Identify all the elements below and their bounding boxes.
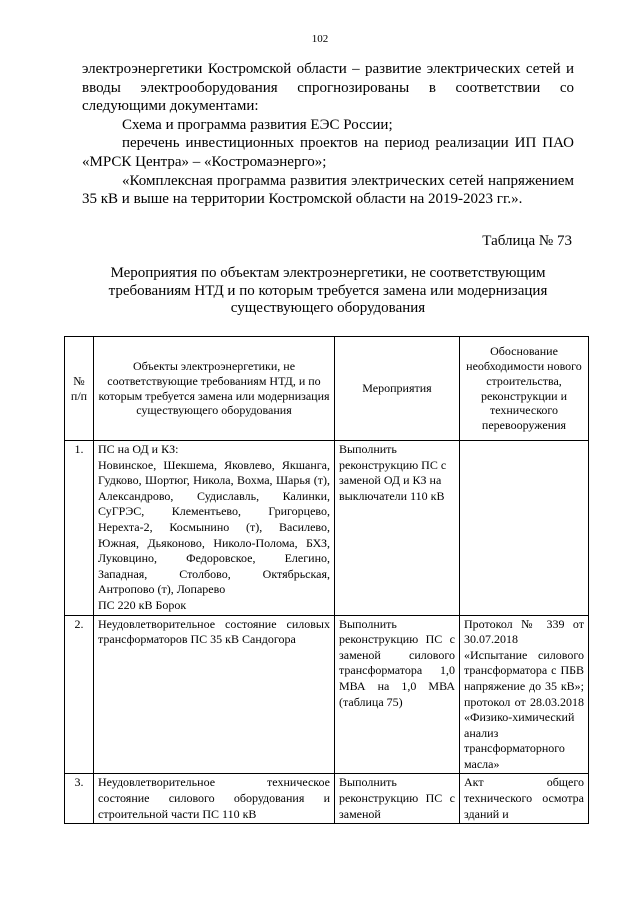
measures-table: [64, 336, 589, 824]
table-row: [65, 441, 589, 616]
row-object: Неудовлетворительное состояние силовых трансформаторов ПС 35 кВ Сандогора: [94, 615, 335, 774]
row-number: 2.: [65, 615, 94, 774]
row-number: 1.: [65, 441, 94, 616]
object-line: ПС 220 кВ Борок: [98, 597, 187, 612]
paragraph: Схема и программа развития ЕЭС России;: [122, 116, 393, 133]
row-number: 3.: [65, 774, 94, 824]
table-label: Таблица № 73: [482, 233, 572, 249]
table-header-row: [65, 337, 589, 441]
row-measure: Выполнить реконструкцию ПС с заменой: [335, 774, 460, 824]
header-object: Объекты электроэнергетики, не соответствующие требованиям НТД, и по которым требуется замена или модернизация существующего оборудования: [94, 337, 335, 441]
intro-text: [82, 60, 574, 209]
row-measure: Выполнить реконструкцию ПС с заменой ОД и КЗ на выключатели 110 кВ: [335, 441, 460, 616]
row-object: [94, 441, 335, 616]
object-line: Новинское, Шекшема, Яковлево, Якшанга, Гудково, Шортюг, Никола, Вохма, Шарья (т), Александрово, Судиславль, Калинки, СуГРЭС, Клементьево, Григорцево, Нерехта-2, Космынино (т), Василево, Южная, Дьяконово, Николо-Полома, БХЗ, Луковцино, Федоровское, Елегино, Западная, Столбово, Октябрьская, Антропово (т), Лопарево: [98, 457, 330, 597]
row-justification: Протокол № 339 от 30.07.2018 «Испытание силового трансформатора с ПБВ напряжение до 35 кВ»; протокол от 28.03.2018 «Физико-химический анализ трансформаторного масла»: [460, 615, 589, 774]
paragraph: «Комплексная программа развития электрических сетей напряжением 35 кВ и выше на территории Костромской области на 2019-2023 гг.».: [82, 172, 574, 208]
table-row: [65, 774, 589, 824]
paragraph: перечень инвестиционных проектов на период реализации ИП ПАО «МРСК Центра» – «Костромаэнерго»;: [82, 135, 574, 170]
paragraph: электроэнергетики Костромской области – развитие электрических сетей и вводы электрооборудования спрогнозированы в соответствии со следующими документами:: [82, 61, 574, 115]
page-number: 102: [311, 33, 329, 45]
row-object: Неудовлетворительное техническое состояние силового оборудования и строительной части ПС 110 кВ: [94, 774, 335, 824]
row-justification: [460, 441, 589, 616]
object-line: ПС на ОД и КЗ:: [98, 442, 179, 456]
header-justification: Обоснование необходимости нового строительства, реконструкции и технического перевооружения: [460, 337, 589, 441]
row-measure: Выполнить реконструкцию ПС с заменой силового трансформатора 1,0 МВА на 1,0 МВА (таблица 75): [335, 615, 460, 774]
table-row: [65, 615, 589, 774]
row-justification: Акт общего технического осмотра зданий и: [460, 774, 589, 824]
header-number: № п/п: [65, 337, 94, 441]
header-measure: Мероприятия: [335, 337, 460, 441]
table-title: Мероприятия по объектам электроэнергетики, не соответствующим требованиям НТД и по которым требуется замена или модернизация существующего оборудования: [108, 265, 548, 316]
